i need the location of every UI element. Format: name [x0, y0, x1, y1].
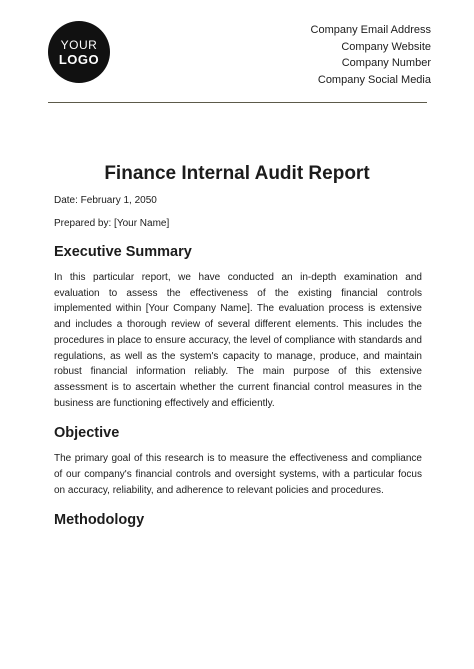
section-heading-executive-summary: Executive Summary [54, 244, 192, 260]
section-body-objective: The primary goal of this research is to measure the effectiveness and compliance of our company's financial controls and oversight systems, with a particular focus on accuracy, reliability, and adherence to relevant policies and procedures. [54, 453, 422, 496]
logo-line-1: YOUR [60, 37, 98, 52]
document-body [54, 195, 422, 538]
section-heading-methodology: Methodology [54, 512, 145, 529]
company-contact-block [311, 22, 431, 88]
company-email: Company Email Address [310, 24, 431, 36]
section-body-executive-summary: In this particular report, we have conducted an in-depth examination and evaluation to assess the effectiveness of the existing financial controls implemented within [Your Company Name]. The evaluation process is extensive and includes a thorough review of several different elements. This includes the procedures in place to ensure accuracy, the level of compliance with standards and regulations, as well as the system's capacity to manage, produce, and maintain robust financial information reliably. The main purpose of this extensive assessment is to ascertain whether the current financial control measures in the business are functioning effectively and efficiently. [54, 272, 422, 409]
report-date: Date: February 1, 2050 [54, 195, 157, 206]
header-divider [48, 102, 427, 103]
company-website: Company Website [341, 40, 431, 53]
prepared-by: Prepared by: [Your Name] [54, 218, 170, 229]
company-number: Company Number [341, 57, 431, 69]
document-title: Finance Internal Audit Report [104, 163, 370, 184]
section-heading-objective: Objective [54, 425, 120, 442]
logo-line-2: LOGO [58, 51, 100, 67]
company-social-media: Company Social Media [317, 73, 431, 86]
company-logo [48, 21, 110, 83]
